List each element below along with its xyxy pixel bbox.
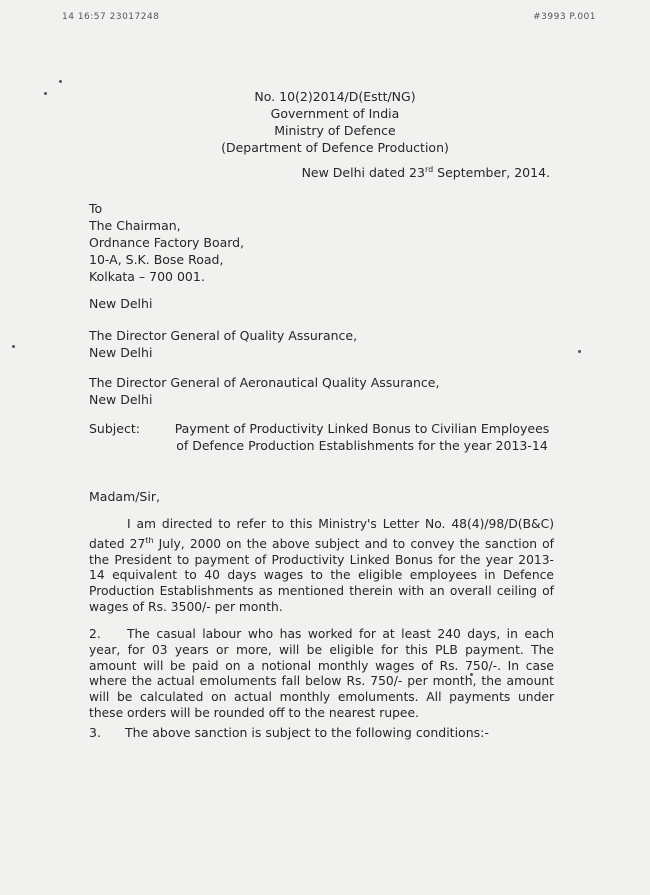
paragraph-3 xyxy=(89,725,489,740)
para1-text: I am directed to refer to this Ministry's Letter No. 48(4)/98/D(B&C) dated 27 xyxy=(89,517,554,551)
addressee-line: Ordnance Factory Board, xyxy=(89,235,245,250)
fax-header-left: 14 16:57 23017248 xyxy=(62,12,160,22)
dgqa-line: The Director General of Quality Assurance, xyxy=(89,328,358,343)
paragraph-1 xyxy=(89,517,554,616)
dgqa-line: New Delhi xyxy=(89,345,153,360)
date-prefix: New Delhi dated 23 xyxy=(301,165,425,181)
paragraph-2 xyxy=(89,627,554,722)
addressee-line: The Chairman, xyxy=(89,218,181,233)
addressee-line: Kolkata – 700 001. xyxy=(89,269,205,284)
scan-speck xyxy=(578,350,581,353)
department-line: (Department of Defence Production) xyxy=(221,140,449,155)
para2-number: 2. xyxy=(89,627,101,641)
to-label: To xyxy=(89,201,103,216)
dgaqa-block xyxy=(89,374,439,408)
date-suffix: September, 2014. xyxy=(433,165,550,181)
addressee-block xyxy=(89,200,244,285)
scan-speck xyxy=(12,345,15,348)
para3-text: The above sanction is subject to the following conditions:- xyxy=(125,725,489,740)
addressee-line: 10-A, S.K. Bose Road, xyxy=(89,252,224,267)
place-line: New Delhi xyxy=(89,296,153,311)
dgaqa-line: The Director General of Aeronautical Quality Assurance, xyxy=(89,375,440,390)
file-number: No. 10(2)2014/D(Estt/NG) xyxy=(254,89,416,104)
para1-text-cont: July, 2000 on the above subject and to convey the sanction of the President to payment of Productivity Linked Bonus for the year 2013-14 equivalent to 40 days wages to the eligible employees in Defence Production Establishments as mentioned therein with an overall ceiling of wages of Rs. 3500/- per month. xyxy=(89,536,555,615)
dgaqa-line: New Delhi xyxy=(89,392,153,407)
scan-speck xyxy=(59,80,62,83)
para2-text: The casual labour who has worked for at least 240 days, in each year, for 03 years or more, will be eligible for this PLB payment. The amount will be paid on a notional monthly wages of Rs. 750/-. In case where the actual emoluments fall below Rs. 750/- per month, the amount will be calculated on actual monthly emoluments. All payments under these orders will be rounded off to the nearest rupee. xyxy=(89,627,554,720)
ministry-line: Ministry of Defence xyxy=(274,123,396,138)
date-sup: rd xyxy=(424,165,434,174)
fax-header-right: #3993 P.001 xyxy=(533,12,596,22)
para1-sup: th xyxy=(145,535,154,545)
dgqa-block xyxy=(89,327,357,361)
subject-label: Subject: xyxy=(89,421,140,436)
government-line: Government of India xyxy=(270,106,400,121)
letter-date xyxy=(302,165,550,180)
subject-text: Payment of Productivity Linked Bonus to Civilian Employees of Defence Production Establishments for the year 2013-14 xyxy=(174,421,550,453)
letter-header xyxy=(0,88,650,156)
salutation: Madam/Sir, xyxy=(89,489,160,504)
para3-number: 3. xyxy=(89,725,101,740)
